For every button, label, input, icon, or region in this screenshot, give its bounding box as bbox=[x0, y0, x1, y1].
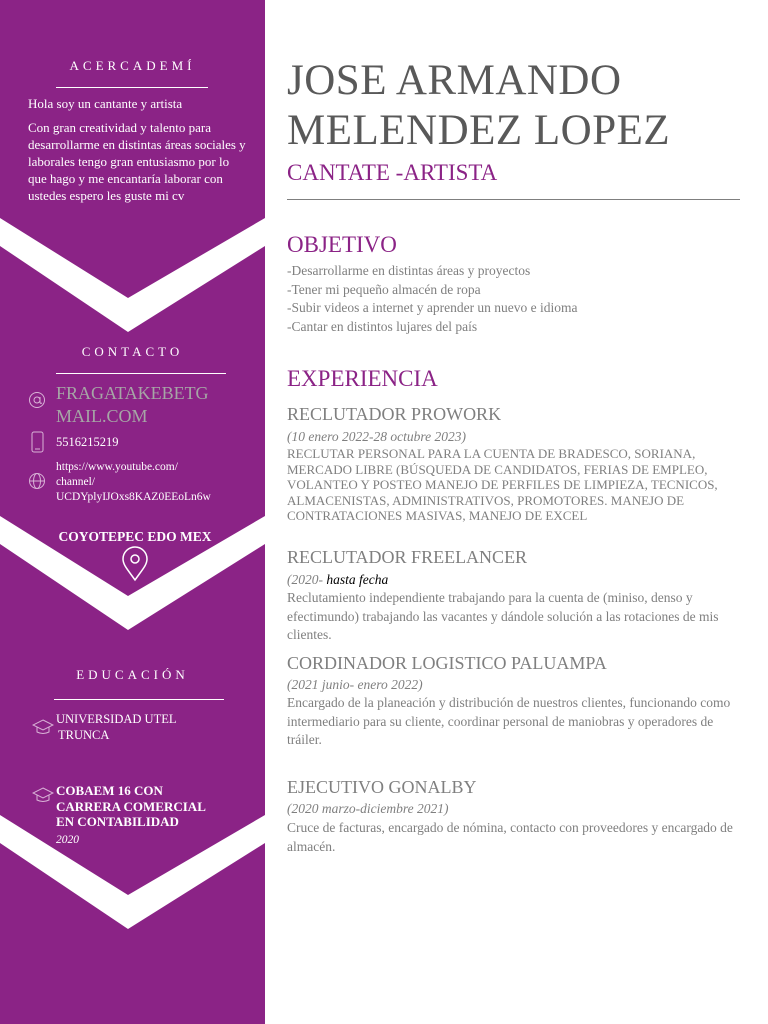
contact-title: CONTACTO bbox=[81, 344, 184, 359]
email-line-1[interactable]: FRAGATAKEBETG bbox=[56, 383, 209, 403]
job-2-date bbox=[287, 572, 388, 588]
name-line-2: MELENDEZ LOPEZ bbox=[287, 107, 671, 154]
job-1-description: RECLUTAR PERSONAL PARA LA CUENTA DE BRADESCO, SORIANA, MERCADO LIBRE (BÚSQUEDA DE CANDIDATOS, FERIAS DE EMPLEO, VOLANTEO Y POSTEO MANEJO DE PERFILES DE LIMPIEZA, TECNICOS, ALMACENISTAS, ADMINISTRATIVOS, PROMOTORES. MANEJO DE CONTRATACIONES MASIVAS, MANEJO DE EXCEL bbox=[287, 446, 718, 523]
web-link-line-1[interactable]: https://www.youtube.com/ bbox=[56, 461, 178, 473]
graduation-cap-icon bbox=[32, 717, 54, 737]
header-rule bbox=[287, 199, 740, 200]
name-line-1: JOSE ARMANDO bbox=[287, 57, 622, 104]
job-2-title: RECLUTADOR FREELANCER bbox=[287, 547, 528, 567]
about-intro: Hola soy un cantante y artista bbox=[28, 96, 183, 111]
chevron-divider-1 bbox=[0, 218, 265, 338]
education-item-2-year: 2020 bbox=[56, 834, 79, 846]
objective-item: -Cantar en distintos lujares del país bbox=[287, 318, 478, 334]
education-item-2-line-3: EN CONTABILIDAD bbox=[56, 814, 179, 829]
sidebar bbox=[0, 0, 265, 1024]
education-item-2-line-1: COBAEM 16 CON bbox=[56, 783, 163, 798]
web-link-line-2[interactable]: channel/ bbox=[56, 476, 95, 488]
education-item-2-line-2: CARRERA COMERCIAL bbox=[56, 798, 206, 814]
education-title: EDUCACIÓN bbox=[76, 667, 189, 682]
experience-title: EXPERIENCIA bbox=[287, 366, 438, 391]
job-3-description: Encargado de la planeación y distribución de nuestros clientes, funcionando como intermediario para su cliente, coordinar personal de maniobras y operadores de tráiler. bbox=[287, 695, 731, 747]
education-item-1-line-1: UNIVERSIDAD UTEL bbox=[56, 712, 177, 726]
about-paragraph: Con gran creatividad y talento para desarrollarme en distintas áreas sociales y laborales tengo gran entusiasmo por lo que hago y me encantaría laborar con ustedes espero les guste mi cv bbox=[28, 120, 246, 203]
about-rule bbox=[56, 87, 208, 88]
contact-rule bbox=[56, 373, 226, 374]
job-3-date: (2021 junio- enero 2022) bbox=[287, 677, 423, 692]
phone-number: 5516215219 bbox=[56, 435, 119, 449]
job-4-title: EJECUTIVO GONALBY bbox=[287, 777, 477, 797]
job-4-date: (2020 marzo-diciembre 2021) bbox=[287, 801, 449, 816]
job-2-date-suffix: hasta fecha bbox=[326, 572, 389, 587]
web-link-line-3[interactable]: UCDYplyIJOxs8KAZ0EEoLn6w bbox=[56, 491, 211, 503]
education-rule bbox=[54, 699, 224, 700]
about-title: ACERCADEMÍ bbox=[69, 58, 196, 73]
objective-item: -Tener mi pequeño almacén de ropa bbox=[287, 281, 481, 297]
job-2-date-prefix: (2020- bbox=[287, 572, 327, 587]
job-1-title: RECLUTADOR PROWORK bbox=[287, 404, 502, 424]
email-line-2[interactable]: MAIL.COM bbox=[56, 406, 148, 426]
location-pin-icon bbox=[120, 546, 150, 582]
graduation-cap-icon bbox=[32, 785, 54, 805]
job-2-description: Reclutamiento independiente trabajando para la cuenta de (miniso, denso y efectimundo) trabajando las vacantes y dándole solución a las rotaciones de mis clientes. bbox=[287, 590, 719, 642]
globe-icon bbox=[28, 472, 46, 490]
objective-item: -Subir videos a internet y aprender un nuevo e idioma bbox=[287, 300, 578, 315]
job-1-date: (10 enero 2022-28 octubre 2023) bbox=[287, 429, 466, 444]
phone-icon bbox=[31, 431, 44, 453]
job-4-description: Cruce de facturas, encargado de nómina, contacto con proveedores y encargado de almacén. bbox=[287, 820, 733, 854]
at-icon bbox=[28, 391, 46, 409]
subtitle: CANTATE -ARTISTA bbox=[287, 160, 498, 185]
job-3-title: CORDINADOR LOGISTICO PALUAMPA bbox=[287, 653, 607, 673]
objective-item: -Desarrollarme en distintas áreas y proyectos bbox=[287, 263, 531, 278]
chevron-divider-3 bbox=[0, 815, 265, 935]
location-text: COYOTEPEC EDO MEX bbox=[58, 529, 212, 544]
education-item-1-line-2: TRUNCA bbox=[58, 728, 110, 742]
objective-title: OBJETIVO bbox=[287, 232, 397, 257]
